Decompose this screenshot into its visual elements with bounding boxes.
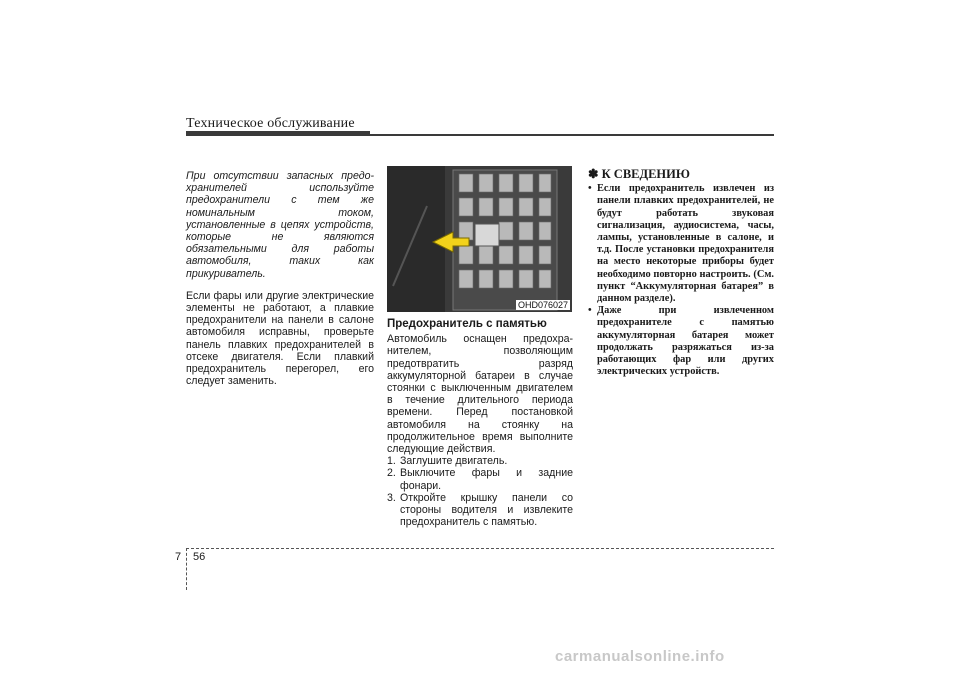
engine-fuse-panel-paragraph: Если фары или другие электрические элементы не работают, а плавкие предохранители на панели в салоне автомобиля исправны, проверьте панель плавких предохранителей в отсеке двигателя. Если плавкий предохранитель перегорел, его следует заменить. (186, 289, 374, 388)
footer-rule (186, 548, 774, 549)
fuse-panel-illustration (387, 166, 572, 312)
info-note-heading: ✽ К СВЕДЕНИЮ (588, 167, 690, 181)
info-note-section (588, 168, 774, 378)
list-item (387, 455, 573, 467)
list-item (588, 305, 774, 378)
list-item (387, 467, 573, 491)
watermark-text: carmanualsonline.info (555, 648, 725, 665)
chapter-number: 7 (175, 551, 182, 563)
step-text: Заглушите двигатель. (400, 455, 508, 468)
memory-fuse-intro: Автомобиль оснащен предохра-нителем, позволяющим предотвратить разряд аккумуляторной батареи в случае стоянки с выключенным двигателем в течение длительного периода времени. Перед постановкой автомобиля на стоянку на продолжительное время выполните следующие действия. (387, 333, 573, 456)
bullet-text: Даже при извлеченном предохранителе с памятью аккумуляторная батарея может продолжать разряжаться из-за работающих фар или других электрических устройств. (597, 305, 774, 378)
memory-fuse-heading: Предохранитель с памятью (387, 318, 547, 330)
step-number: 1. (387, 455, 396, 468)
step-number: 3. (387, 491, 396, 504)
fuse-panel-photo (387, 166, 572, 312)
bullet-icon: • (588, 305, 592, 317)
left-column (186, 170, 374, 387)
figure-code: OHD076027 (517, 300, 568, 310)
info-bullets (588, 183, 774, 378)
footer-divider (186, 548, 187, 590)
memory-fuse-section (387, 318, 573, 528)
list-item (387, 492, 573, 529)
bullet-text: Если предохранитель извлечен из панели плавких предохранителей, не будут работать звуковая сигнализация, аудиосистема, часы, лампы, установленные в салоне, и т.д. После установки предохранителя на место некоторые приборы будет необходимо повторно настроить. (См. пункт “Аккумуляторная батарея” в данном разделе). (597, 183, 774, 305)
step-text: Выключите фары и задние фонари. (400, 467, 573, 492)
section-title: Техническое обслуживание (186, 116, 355, 131)
bullet-icon: • (588, 183, 592, 195)
page-number: 56 (193, 551, 206, 563)
step-text: Откройте крышку панели со стороны водителя и извлеките предохранитель с памятью. (400, 491, 573, 529)
spare-fuse-note: При отсутствии запасных предо-хранителей используйте предохранители с тем же номинальным током, установленные в цепях устройств, которые не являются обязательными для работы автомобиля, таких как прикуриватель. (186, 170, 374, 280)
header-rule (186, 134, 774, 136)
list-item (588, 183, 774, 305)
step-number: 2. (387, 467, 396, 480)
steps-list (387, 455, 573, 528)
